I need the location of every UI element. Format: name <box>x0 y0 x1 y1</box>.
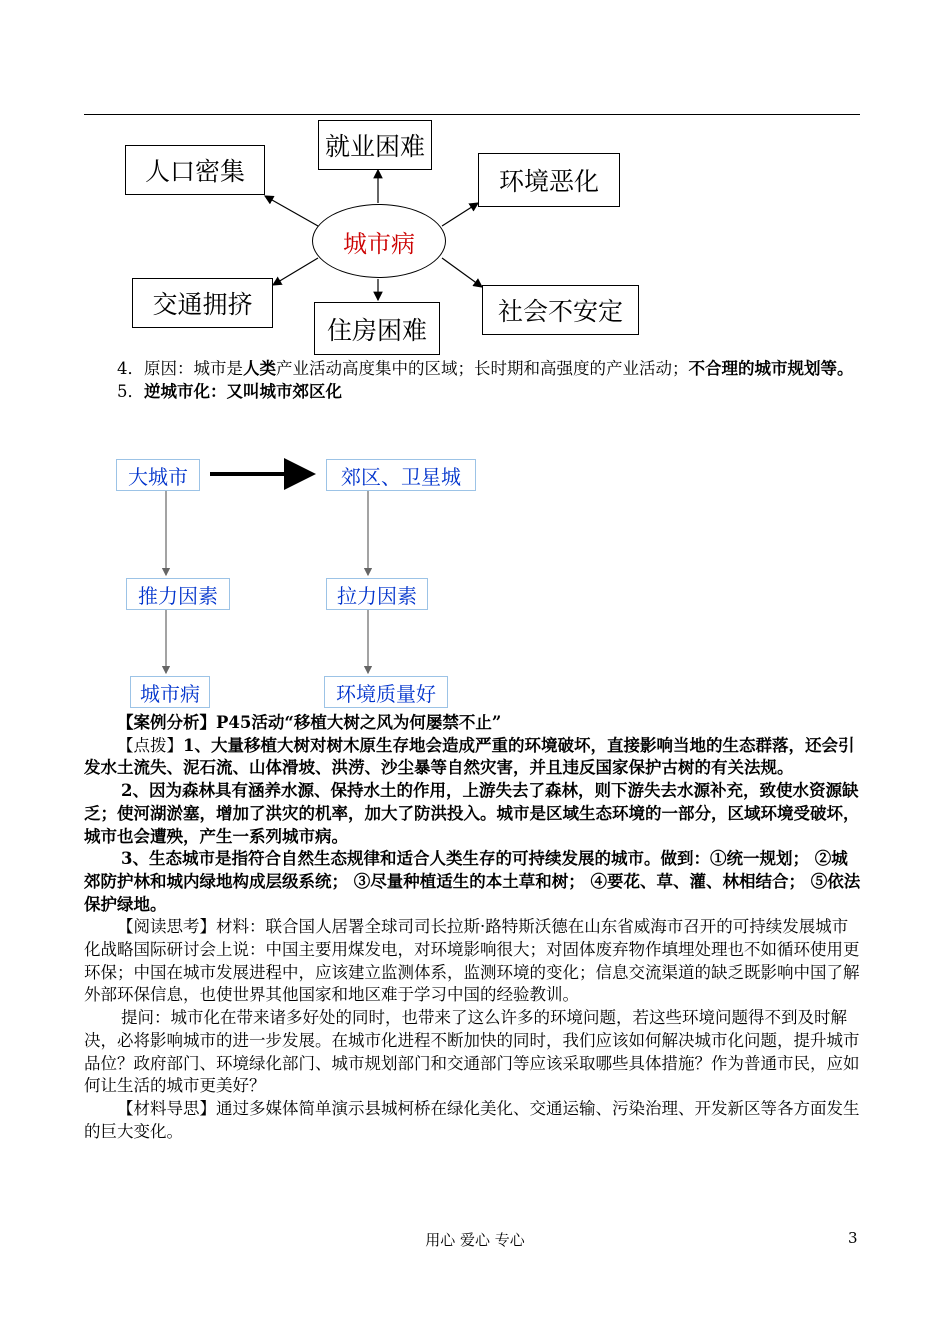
item-5-text: 逆城市化：又叫城市郊区化 <box>144 381 342 401</box>
item-5-number: 5． <box>117 381 144 401</box>
item-5 <box>84 381 864 404</box>
box-push-factor: 推力因素 <box>126 578 230 610</box>
box-population: 人口密集 <box>125 145 265 195</box>
guide-label: 【材料导思】 <box>117 1098 216 1118</box>
arrow-to-society <box>442 258 482 287</box>
arrow-to-population <box>265 196 318 226</box>
box-environment: 环境恶化 <box>478 153 620 207</box>
box-urban-disease: 城市病 <box>130 676 210 708</box>
box-traffic: 交通拥挤 <box>132 278 273 328</box>
question-paragraph: 提问：城市化在带来诸多好处的同时，也带来了这么许多的环境问题，若这些环境问题得不到及时解决，必将影响城市的进一步发展。在城市化进程不断加快的同时，我们应该如何解决城市化问题，提升城市品位？政府部门、环境绿化部门、城市规划部门和交通部门等应该采取哪些具体措施？作为普通市民，应如何让生活的城市更美好？ <box>84 1008 860 1096</box>
item-4 <box>84 358 864 381</box>
case-paragraph-3: 3、生态城市是指符合自然生态规律和适合人类生存的可持续发展的城市。做到：①统一规划； ②城郊防护林和城内绿地构成层级系统； ③尽量种植适生的本土草和树； ④要花、草、灌、林相结合； ⑤依法保护绿地。 <box>84 849 861 914</box>
item-4-number: 4．原因： <box>117 359 194 378</box>
box-big-city: 大城市 <box>116 459 200 491</box>
tip-label: 【点拨】 <box>117 735 183 755</box>
case-paragraph-2: 2、因为森林具有涵养水源、保持水土的作用，上游失去了森林，则下游失去水源补充，致使水资源缺乏；使河湖淤塞，增加了洪灾的机率，加大了防洪投入。城市是区域生态环境的一部分，区域环境受破坏，城市也会遭殃，产生一系列城市病。 <box>84 781 860 846</box>
box-pull-factor: 拉力因素 <box>326 578 428 610</box>
urban-disease-center: 城市病 <box>312 204 446 278</box>
items-section <box>84 358 864 403</box>
box-suburb: 郊区、卫星城 <box>326 459 476 491</box>
reading-paragraph: 【阅读思考】材料：联合国人居署全球司司长拉斯·路特斯沃德在山东省威海市召开的可持续发展城市化战略国际研讨会上说：中国主要用煤发电，对环境影响很大；对固体废弃物作填埋处理也不如循环使用更环保；中国在城市发展进程中，应该建立监测体系，监测环境的变化；信息交流渠道的缺乏既影响中国了解外部环保信息，也使世界其他国家和地区难于学习中国的经验教训。 <box>84 917 860 1005</box>
case-section <box>84 712 864 1143</box>
page-number: 3 <box>848 1229 858 1247</box>
box-good-environment: 环境质量好 <box>324 676 448 708</box>
item-4-text-b: 人类 <box>243 359 276 378</box>
arrow-to-environment <box>442 203 478 226</box>
guide-paragraph: 【材料导思】通过多媒体简单演示县城柯桥在绿化美化、交通运输、污染治理、开发新区等各方面发生的巨大变化。 <box>84 1098 860 1141</box>
arrow-to-traffic <box>273 258 318 285</box>
case-paragraph-1: 【点拨】1、大量移植大树对树木原生存地会造成严重的环境破坏，直接影响当地的生态群落，还会引发水土流失、泥石流、山体滑坡、洪涝、沙尘暴等自然灾害，并且违反国家保护古树的有关法规。 <box>84 735 855 778</box>
box-society: 社会不安定 <box>482 285 639 335</box>
item-4-text-d: 不合理的城市规划等。 <box>688 359 854 378</box>
reading-label: 【阅读思考】 <box>117 917 216 937</box>
footer-motto: 用心 爱心 专心 <box>425 1231 525 1249</box>
item-4-text-c: 产业活动高度集中的区域；长时期和高强度的产业活动； <box>276 359 689 378</box>
box-employment: 就业困难 <box>318 120 432 170</box>
box-housing: 住房困难 <box>314 302 440 355</box>
case-heading: 【案例分析】P45活动“移植大树之风为何屡禁不止” <box>117 713 502 732</box>
item-4-text-a: 城市是 <box>193 359 243 378</box>
